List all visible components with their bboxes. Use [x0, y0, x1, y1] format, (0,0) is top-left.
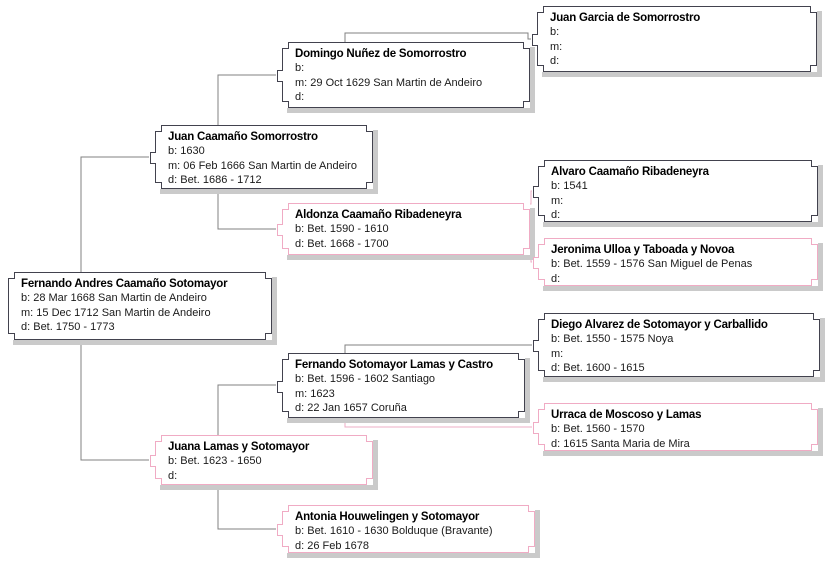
box-corner-notch [537, 6, 544, 13]
connector-fernando-sotomayor-to-father-diego [345, 345, 532, 353]
person-event-line: d: Bet. 1750 - 1773 [21, 321, 115, 333]
person-event-line: b: Bet. 1623 - 1650 [168, 455, 262, 467]
box-corner-notch [811, 444, 818, 451]
person-box-domingo-nunez-de-somorrostro[interactable] [282, 42, 530, 108]
person-box-aldonza-caamano-ribadeneyra[interactable] [282, 203, 530, 255]
box-corner-notch [366, 478, 373, 485]
person-name: Urraca de Moscoso y Lamas [551, 409, 702, 421]
person-event-line: b: Bet. 1596 - 1602 Santiago [295, 373, 436, 385]
person-name: Fernando Andres Caamaño Sotomayor [21, 278, 228, 290]
person-event-line: b: Bet. 1610 - 1630 Bolduque (Bravante) [295, 525, 493, 537]
person-event-line: m: 15 Dec 1712 San Martin de Andeiro [21, 306, 211, 319]
box-corner-notch [282, 411, 289, 418]
connector-attach-tab [277, 524, 283, 536]
box-corner-notch [810, 65, 817, 72]
connector-attach-tab [533, 422, 539, 434]
box-corner-notch [538, 370, 545, 377]
person-name: Juan Caamaño Somorrostro [168, 131, 318, 143]
box-corner-notch [282, 546, 289, 553]
box-corner-notch [538, 444, 545, 451]
box-corner-notch [366, 182, 373, 189]
connector-fernando-to-father-juan-caamano [81, 157, 149, 272]
box-corner-notch [538, 403, 545, 410]
box-corner-notch [282, 42, 289, 49]
box-corner-notch [811, 215, 818, 222]
person-event-line: d: [168, 469, 178, 482]
connector-juan-caamano-to-father-domingo [218, 75, 276, 125]
connector-juana-to-father-fernando-sotomayor [218, 385, 276, 435]
box-corner-notch [155, 435, 162, 442]
person-event-line: d: 26 Feb 1678 [295, 539, 370, 552]
box-corner-notch [282, 203, 289, 210]
person-event-line: d: Bet. 1668 - 1700 [295, 237, 389, 250]
person-event-line: b: Bet. 1550 - 1575 Noya [551, 333, 674, 345]
box-corner-notch [528, 505, 535, 512]
person-event-line: m: 06 Feb 1666 San Martin de Andeiro [168, 159, 357, 172]
box-corner-notch [523, 248, 530, 255]
person-name: Diego Alvarez de Sotomayor y Carballido [551, 319, 768, 331]
box-corner-notch [8, 333, 15, 340]
box-corner-notch [538, 238, 545, 245]
person-name: Aldonza Caamaño Ribadeneyra [295, 209, 462, 221]
connector-attach-tab [533, 186, 539, 198]
connector-attach-tab [277, 224, 283, 236]
connector-attach-tab [532, 34, 538, 46]
connector-attach-tab [277, 381, 283, 393]
person-name: Jeronima Ulloa y Taboada y Novoa [551, 244, 735, 256]
person-name: Domingo Nuñez de Somorrostro [295, 48, 467, 60]
person-box-jeronima-ulloa-y-taboada-y-novoa[interactable] [538, 238, 818, 286]
person-event-line: d: Bet. 1686 - 1712 [168, 174, 262, 186]
person-name: Juan Garcia de Somorrostro [550, 12, 701, 24]
box-corner-notch [366, 435, 373, 442]
connector-attach-tab [150, 152, 156, 164]
box-corner-notch [811, 403, 818, 410]
connector-aldonza-to-mother-jeronima [529, 254, 532, 262]
person-box-alvaro-caamano-ribadeneyra[interactable] [538, 160, 818, 222]
person-event-line: d: 1615 Santa Maria de Mira [551, 437, 690, 450]
box-corner-notch [811, 160, 818, 167]
person-box-diego-alvarez-de-sotomayor-y-carballido[interactable] [538, 313, 820, 377]
person-name: Alvaro Caamaño Ribadeneyra [551, 166, 709, 178]
person-event-line: m: 29 Oct 1629 San Martin de Andeiro [295, 76, 483, 89]
person-event-line: m: [551, 194, 564, 207]
box-corner-notch [538, 215, 545, 222]
person-event-line: d: [295, 91, 305, 103]
box-corner-notch [538, 160, 545, 167]
box-corner-notch [8, 272, 15, 279]
person-event-line: b: Bet. 1560 - 1570 [551, 423, 645, 435]
box-corner-notch [155, 478, 162, 485]
box-corner-notch [523, 203, 530, 210]
connector-attach-tab [533, 340, 539, 352]
person-event-line: d: 22 Jan 1657 Coruña [295, 402, 407, 414]
box-corner-notch [282, 505, 289, 512]
connector-fernando-sotomayor-to-mother-urraca [345, 418, 532, 427]
person-event-line: d: [551, 209, 561, 221]
box-corner-notch [518, 411, 525, 418]
person-box-fernando-sotomayor-lamas-y-castro[interactable] [282, 353, 525, 418]
person-event-line: b: 1541 [551, 180, 588, 192]
person-box-juan-garcia-de-somorrostro[interactable] [537, 6, 817, 72]
box-corner-notch [282, 101, 289, 108]
person-name: Fernando Sotomayor Lamas y Castro [295, 359, 493, 371]
box-corner-notch [155, 125, 162, 132]
connector-juan-caamano-to-mother-aldonza [218, 189, 276, 229]
connector-juana-to-mother-antonia [218, 485, 276, 529]
box-corner-notch [811, 238, 818, 245]
connector-attach-tab [150, 455, 156, 467]
person-event-line: d: Bet. 1600 - 1615 [551, 362, 645, 374]
box-corner-notch [366, 125, 373, 132]
person-name: Antonia Houwelingen y Sotomayor [295, 511, 480, 523]
person-event-line: m: 1623 [295, 387, 335, 400]
person-event-line: b: Bet. 1590 - 1610 [295, 223, 389, 235]
box-corner-notch [528, 546, 535, 553]
person-name: Juana Lamas y Sotomayor [168, 441, 310, 453]
box-corner-notch [813, 370, 820, 377]
person-event-line: d: [550, 55, 560, 67]
box-corner-notch [265, 333, 272, 340]
person-box-juan-caamano-somorrostro[interactable] [155, 125, 373, 189]
box-corner-notch [282, 353, 289, 360]
box-corner-notch [813, 313, 820, 320]
box-corner-notch [811, 279, 818, 286]
person-event-line: b: [295, 62, 305, 74]
person-box-antonia-houwelingen-y-sotomayor[interactable] [282, 505, 535, 553]
person-event-line: b: [550, 26, 560, 38]
box-corner-notch [523, 42, 530, 49]
box-corner-notch [538, 279, 545, 286]
box-corner-notch [523, 101, 530, 108]
person-event-line: m: [551, 347, 564, 360]
person-event-line: b: 1630 [168, 145, 205, 157]
person-event-line: m: [550, 40, 563, 53]
person-event-line: b: Bet. 1559 - 1576 San Miguel de Penas [551, 258, 753, 270]
box-corner-notch [538, 313, 545, 320]
person-box-urraca-de-moscoso-y-lamas[interactable] [538, 403, 818, 451]
connector-domingo-to-father-juan-garcia [345, 33, 531, 42]
box-corner-notch [265, 272, 272, 279]
person-event-line: d: [551, 272, 561, 285]
person-event-line: b: 28 Mar 1668 San Martin de Andeiro [21, 292, 207, 304]
box-corner-notch [518, 353, 525, 360]
connector-attach-tab [533, 257, 539, 269]
person-box-fernando-andres-caamano-sotomayor[interactable] [8, 272, 272, 340]
box-corner-notch [155, 182, 162, 189]
connector-attach-tab [277, 70, 283, 82]
connector-fernando-to-mother-juana [81, 340, 149, 460]
box-corner-notch [810, 6, 817, 13]
box-corner-notch [282, 248, 289, 255]
person-box-juana-lamas-y-sotomayor[interactable] [155, 435, 373, 485]
box-corner-notch [537, 65, 544, 72]
